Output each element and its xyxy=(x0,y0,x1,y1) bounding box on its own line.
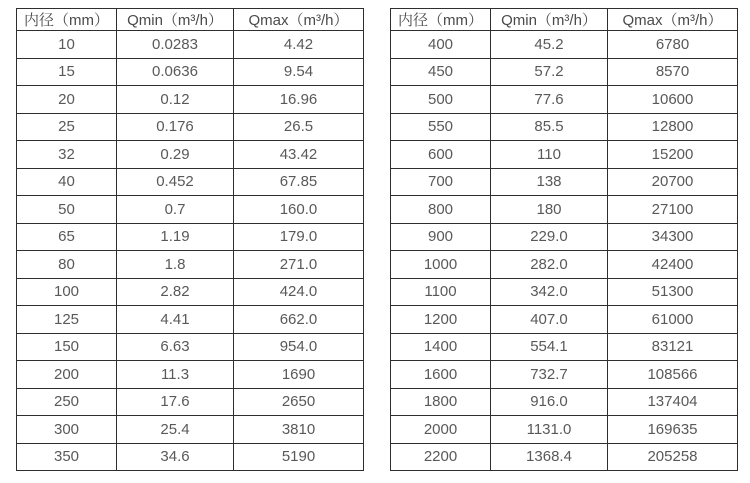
table-cell: 83121 xyxy=(608,333,738,361)
table-cell: 61000 xyxy=(608,306,738,334)
table-cell: 0.176 xyxy=(117,113,234,141)
table-cell: 250 xyxy=(17,388,117,416)
table-row xyxy=(391,86,738,114)
table-cell: 732.7 xyxy=(491,361,608,389)
table-cell: 138 xyxy=(491,168,608,196)
table-cell: 57.2 xyxy=(491,58,608,86)
table-row xyxy=(17,58,364,86)
table-cell: 1100 xyxy=(391,278,491,306)
header-row xyxy=(391,9,738,31)
table-cell: 350 xyxy=(17,443,117,471)
table-cell: 26.5 xyxy=(234,113,364,141)
table-cell: 40 xyxy=(17,168,117,196)
table-cell: 85.5 xyxy=(491,113,608,141)
table-cell: 550 xyxy=(391,113,491,141)
table-row xyxy=(17,278,364,306)
table-cell: 179.0 xyxy=(234,223,364,251)
table-row xyxy=(391,31,738,59)
table-cell: 110 xyxy=(491,141,608,169)
table-cell: 10 xyxy=(17,31,117,59)
table-cell: 25.4 xyxy=(117,416,234,444)
table-cell: 1.19 xyxy=(117,223,234,251)
table-cell: 0.452 xyxy=(117,168,234,196)
table-row xyxy=(17,306,364,334)
table-cell: 42400 xyxy=(608,251,738,279)
table-cell: 0.7 xyxy=(117,196,234,224)
table-cell: 407.0 xyxy=(491,306,608,334)
header-cell-0: 内径（mm） xyxy=(391,9,491,31)
table-row xyxy=(391,416,738,444)
table-cell: 77.6 xyxy=(491,86,608,114)
table-cell: 15200 xyxy=(608,141,738,169)
table-cell: 80 xyxy=(17,251,117,279)
table-cell: 9.54 xyxy=(234,58,364,86)
table-row xyxy=(391,141,738,169)
table-cell: 34.6 xyxy=(117,443,234,471)
table-cell: 229.0 xyxy=(491,223,608,251)
table-row xyxy=(17,333,364,361)
table-cell: 282.0 xyxy=(491,251,608,279)
table-cell: 1000 xyxy=(391,251,491,279)
table-cell: 100 xyxy=(17,278,117,306)
table-row xyxy=(391,388,738,416)
table-cell: 1690 xyxy=(234,361,364,389)
table-cell: 916.0 xyxy=(491,388,608,416)
table-cell: 500 xyxy=(391,86,491,114)
table-cell: 32 xyxy=(17,141,117,169)
table-cell: 20700 xyxy=(608,168,738,196)
table-cell: 43.42 xyxy=(234,141,364,169)
table-cell: 0.0636 xyxy=(117,58,234,86)
header-cell-1: Qmin（m³/h） xyxy=(117,9,234,31)
table-cell: 10600 xyxy=(608,86,738,114)
table-row xyxy=(391,113,738,141)
table-cell: 180 xyxy=(491,196,608,224)
header-cell-2: Qmax（m³/h） xyxy=(234,9,364,31)
table-cell: 0.12 xyxy=(117,86,234,114)
table-cell: 15 xyxy=(17,58,117,86)
table-cell: 169635 xyxy=(608,416,738,444)
table-cell: 400 xyxy=(391,31,491,59)
table-cell: 450 xyxy=(391,58,491,86)
table-cell: 12800 xyxy=(608,113,738,141)
table-cell: 800 xyxy=(391,196,491,224)
table-cell: 4.41 xyxy=(117,306,234,334)
table-cell: 16.96 xyxy=(234,86,364,114)
table-cell: 554.1 xyxy=(491,333,608,361)
table-cell: 1.8 xyxy=(117,251,234,279)
table-cell: 424.0 xyxy=(234,278,364,306)
table-row xyxy=(17,196,364,224)
table-cell: 954.0 xyxy=(234,333,364,361)
table-cell: 700 xyxy=(391,168,491,196)
table-cell: 662.0 xyxy=(234,306,364,334)
header-cell-1: Qmin（m³/h） xyxy=(491,9,608,31)
table-cell: 271.0 xyxy=(234,251,364,279)
table-cell: 27100 xyxy=(608,196,738,224)
table-cell: 51300 xyxy=(608,278,738,306)
table-cell: 6.63 xyxy=(117,333,234,361)
table-cell: 65 xyxy=(17,223,117,251)
table-cell: 25 xyxy=(17,113,117,141)
table-row xyxy=(391,196,738,224)
table-row xyxy=(17,251,364,279)
table-row xyxy=(17,31,364,59)
table-row xyxy=(391,168,738,196)
table-cell: 1200 xyxy=(391,306,491,334)
table-row xyxy=(17,223,364,251)
table-cell: 34300 xyxy=(608,223,738,251)
table-cell: 17.6 xyxy=(117,388,234,416)
table-row xyxy=(17,388,364,416)
table-cell: 150 xyxy=(17,333,117,361)
table-row xyxy=(391,333,738,361)
table-cell: 137404 xyxy=(608,388,738,416)
table-cell: 900 xyxy=(391,223,491,251)
table-row xyxy=(391,306,738,334)
table-cell: 1368.4 xyxy=(491,443,608,471)
table-cell: 1800 xyxy=(391,388,491,416)
table-cell: 600 xyxy=(391,141,491,169)
table-row xyxy=(391,361,738,389)
table-cell: 6780 xyxy=(608,31,738,59)
table-row xyxy=(17,168,364,196)
table-cell: 300 xyxy=(17,416,117,444)
table-row xyxy=(391,58,738,86)
table-cell: 2650 xyxy=(234,388,364,416)
spec-table-small-diameters xyxy=(16,8,364,471)
table-row xyxy=(17,141,364,169)
table-cell: 0.29 xyxy=(117,141,234,169)
table-cell: 45.2 xyxy=(491,31,608,59)
table-cell: 125 xyxy=(17,306,117,334)
table-cell: 1600 xyxy=(391,361,491,389)
table-cell: 5190 xyxy=(234,443,364,471)
table-cell: 2000 xyxy=(391,416,491,444)
table-cell: 0.0283 xyxy=(117,31,234,59)
table-cell: 3810 xyxy=(234,416,364,444)
header-cell-0: 内径（mm） xyxy=(17,9,117,31)
table-row xyxy=(17,361,364,389)
table-cell: 200 xyxy=(17,361,117,389)
table-row xyxy=(17,443,364,471)
table-cell: 67.85 xyxy=(234,168,364,196)
table-cell: 4.42 xyxy=(234,31,364,59)
table-row xyxy=(391,278,738,306)
table-cell: 1400 xyxy=(391,333,491,361)
table-row xyxy=(391,443,738,471)
table-row xyxy=(391,223,738,251)
table-cell: 8570 xyxy=(608,58,738,86)
spec-table-large-diameters xyxy=(390,8,738,471)
table-cell: 1131.0 xyxy=(491,416,608,444)
table-row xyxy=(17,113,364,141)
table-row xyxy=(391,251,738,279)
table-row xyxy=(17,416,364,444)
header-row xyxy=(17,9,364,31)
header-cell-2: Qmax（m³/h） xyxy=(608,9,738,31)
table-cell: 2200 xyxy=(391,443,491,471)
table-cell: 20 xyxy=(17,86,117,114)
table-cell: 342.0 xyxy=(491,278,608,306)
table-cell: 50 xyxy=(17,196,117,224)
table-cell: 2.82 xyxy=(117,278,234,306)
table-cell: 108566 xyxy=(608,361,738,389)
table-cell: 205258 xyxy=(608,443,738,471)
table-row xyxy=(17,86,364,114)
table-cell: 160.0 xyxy=(234,196,364,224)
table-cell: 11.3 xyxy=(117,361,234,389)
